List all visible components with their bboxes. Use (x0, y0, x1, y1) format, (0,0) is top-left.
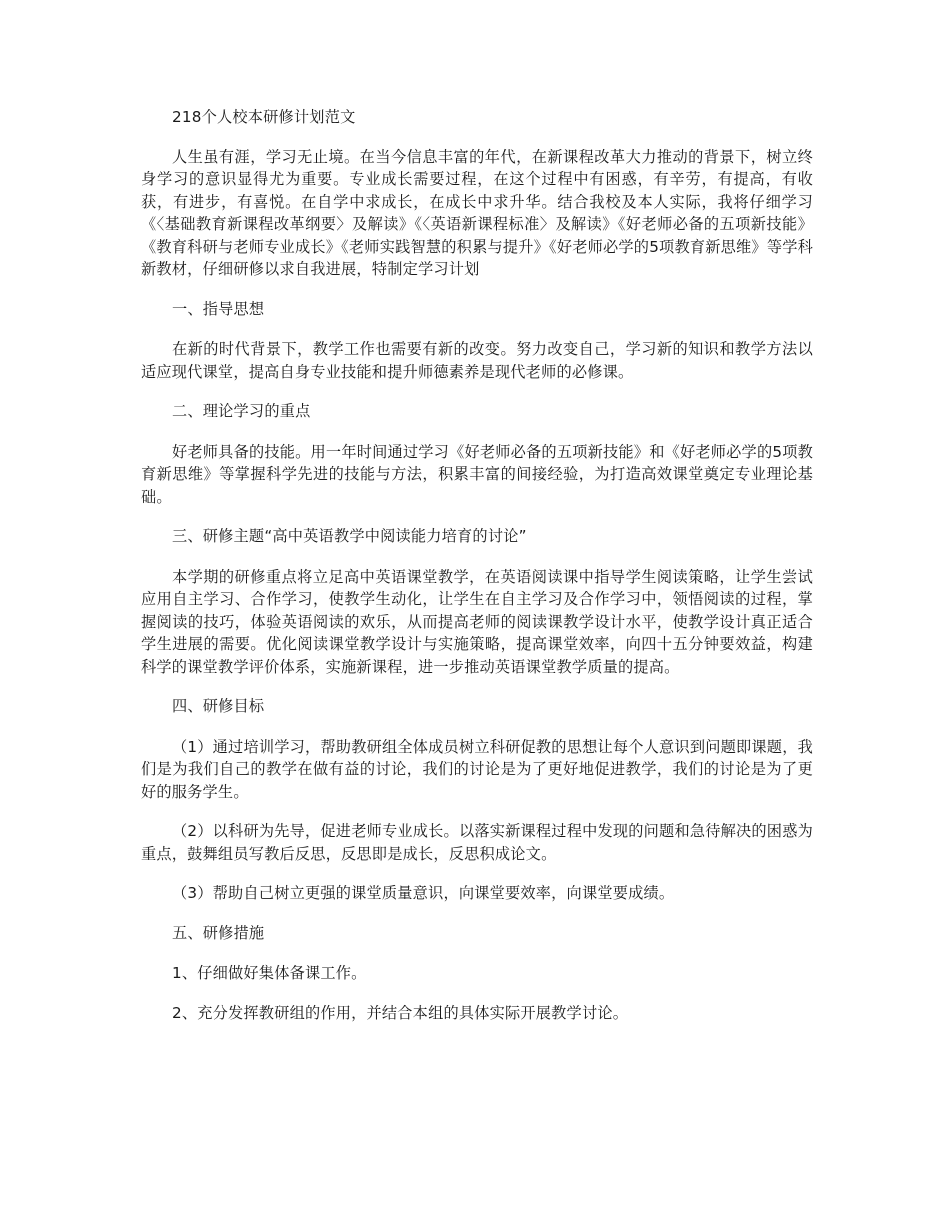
goal-item-2: （2）以科研为先导，促进老师专业成长。以落实新课程过程中发现的问题和急待解决的困惑为重点，鼓舞组员写教后反思，反思即是成长，反思积成论文。 (141, 822, 813, 863)
section-heading-theory-focus: 二、理论学习的重点 (172, 402, 311, 420)
section-paragraph-theory-focus: 好老师具备的技能。用一年时间通过学习《好老师必备的五项新技能》和《好老师必学的5项教育新思维》等掌握科学先进的技能与方法，积累丰富的间接经验，为打造高效课堂奠定专业理论基础。 (141, 442, 813, 506)
intro-paragraph: 人生虽有涯，学习无止境。在当今信息丰富的年代，在新课程改革大力推动的背景下，树立终身学习的意识显得尤为重要。专业成长需要过程，在这个过程中有困惑，有辛劳，有提高，有收获，有进步，有喜悦。在自学中求成长，在成长中求升华。结合我校及本人实际，我将仔细学习《〈基础教育新课程改革纲要〉及解读》《〈英语新课程标准〉及解读》《好老师必备的五项新技能》《教育科研与老师专业成长》《老师实践智慧的积累与提升》《好老师必学的5项教育新思维》等学科新教材，仔细研修以求自我进展，特制定学习计划 (141, 147, 813, 278)
section-heading-measures: 五、研修措施 (172, 923, 265, 942)
document-title: 218个人校本研修计划范文 (172, 108, 356, 126)
section-heading-guiding-thought: 一、指导思想 (172, 299, 265, 318)
section-heading-research-theme: 三、研修主题“高中英语教学中阅读能力培育的讨论” (172, 527, 527, 545)
measure-item-1: 1、仔细做好集体备课工作。 (172, 964, 367, 982)
goal-item-3: （3）帮助自己树立更强的课堂质量意识，向课堂要效率，向课堂要成绩。 (172, 884, 675, 902)
section-paragraph-guiding-thought: 在新的时代背景下，教学工作也需要有新的改变。努力改变自己，学习新的知识和教学方法以适应现代课堂，提高自身专业技能和提升师德素养是现代老师的必修课。 (141, 340, 813, 381)
document-body (141, 106, 813, 1041)
measure-item-2: 2、充分发挥教研组的作用，并结合本组的具体实际开展教学讨论。 (172, 1003, 629, 1022)
section-heading-goals: 四、研修目标 (172, 697, 265, 715)
section-paragraph-research-theme: 本学期的研修重点将立足高中英语课堂教学，在英语阅读课中指导学生阅读策略，让学生尝试应用自主学习、合作学习，使教学生动化，让学生在自主学习及合作学习中，领悟阅读的过程，掌握阅读的技巧，体验英语阅读的欢乐，从而提高老师的阅读课教学设计水平，使教学设计真正适合学生进展的需要。优化阅读课堂教学设计与实施策略，提高课堂效率，向四十五分钟要效益，构建科学的课堂教学评价体系，实施新课程，进一步推动英语课堂教学质量的提高。 (141, 567, 813, 676)
goal-item-1: （1）通过培训学习，帮助教研组全体成员树立科研促教的思想让每个人意识到问题即课题，我们是为我们自己的教学在做有益的讨论，我们的讨论是为了更好地促进教学，我们的讨论是为了更好的服务学生。 (141, 737, 813, 801)
